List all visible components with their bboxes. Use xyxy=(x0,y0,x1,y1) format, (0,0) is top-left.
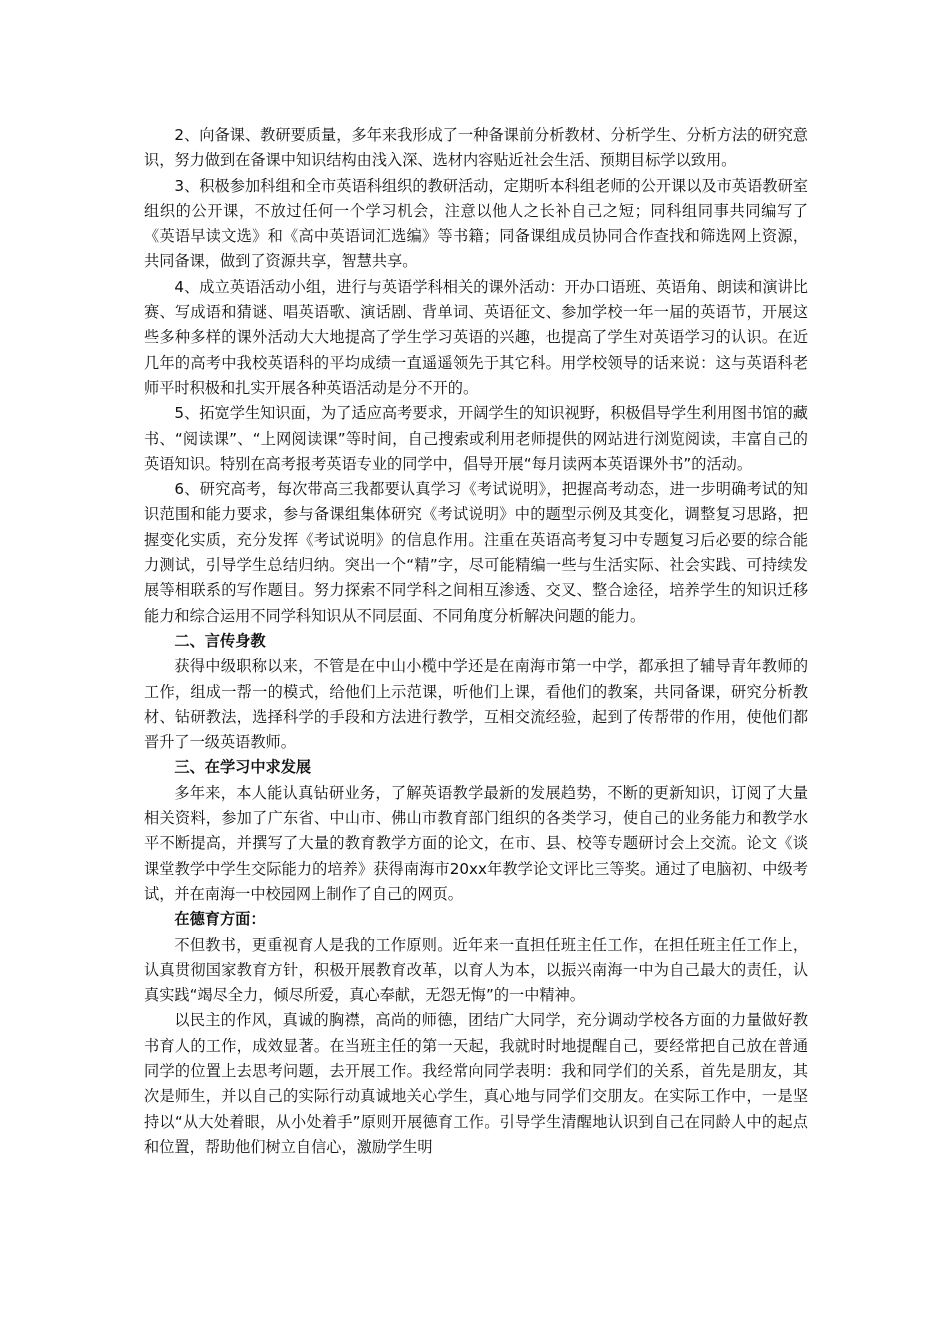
paragraph-item-2: 2、向备课、教研要质量，多年来我形成了一种备课前分析教材、分析学生、分析方法的研究意识，努力做到在备课中知识结构由浅入深、选材内容贴近社会生活、预期目标学以致用。 xyxy=(144,126,808,170)
paragraph-work-principle: 不但教书，更重视育人是我的工作原则。近年来一直担任班主任工作，在担任班主任工作上，认真贯彻国家教育方针，积极开展教育改革，以育人为本，以振兴南海一中为自己最大的责任，认真实践“竭尽全力，倾尽所爱，真心奉献，无怨无悔”的一中精神。 xyxy=(144,935,808,1005)
section-heading-learning-development: 三、在学习中求发展 xyxy=(174,758,312,777)
paragraph-mentoring: 获得中级职称以来，不管是在中山小榄中学还是在南海市第一中学，都承担了辅导青年教师的工作，组成一帮一的模式，给他们上示范课，听他们上课，看他们的教案，共同备课，研究分析教材、钻研教法，选择科学的手段和方法进行教学，互相交流经验，起到了传帮带的作用，使他们都晋升了一级英语教师。 xyxy=(144,657,808,752)
document-body xyxy=(144,123,808,1160)
paragraph-professional-growth: 多年来，本人能认真钻研业务，了解英语教学最新的发展趋势，不断的更新知识，订阅了大量相关资料，参加了广东省、中山市、佛山市教育部门组织的各类学习，使自己的业务能力和教学水平不断提高，并撰写了大量的教育教学方面的论文，在市、县、校等专题研讨会上交流。论文《谈课堂教学中学生交际能力的培养》获得南海市20xx年教学论文评比三等奖。通过了电脑初、中级考试，并在南海一中校园网上制作了自己的网页。 xyxy=(144,783,808,903)
paragraph-item-6: 6、研究高考，每次带高三我都要认真学习《考试说明》，把握高考动态，进一步明确考试的知识范围和能力要求，参与备课组集体研究《考试说明》中的题型示例及其变化，调整复习思路，把握变化实质，充分发挥《考试说明》的信息作用。注重在英语高考复习中专题复习后必要的综合能力测试，引导学生总结归纳。突出一个“精”字，尽可能精编一些与生活实际、社会实践、可持续发展等相联系的写作题目。努力探索不同学科之间相互渗透、交叉、整合途径，培养学生的知识迁移能力和综合运用不同学科知识从不同层面、不同角度分析解决问题的能力。 xyxy=(144,480,808,625)
paragraph-item-5: 5、拓宽学生知识面，为了适应高考要求，开阔学生的知识视野，积极倡导学生利用图书馆的藏书、“阅读课”、“上网阅读课”等时间，自己搜索或利用老师提供的网站进行浏览阅读，丰富自己的英语知识。特别在高考报考英语专业的同学中，倡导开展“每月读两本英语课外书”的活动。 xyxy=(144,404,808,473)
paragraph-class-management: 以民主的作风，真诚的胸襟，高尚的师德，团结广大同学，充分调动学校各方面的力量做好教书育人的工作，成效显著。在当班主任的第一天起，我就时时地提醒自己，要经常把自己放在普通同学的位置上去思考问题，去开展工作。我经常向同学表明：我和同学们的关系，首先是朋友，其次是师生，并以自己的实际行动真诚地关心学生，真心地与同学们交朋友。在实际工作中，一是坚持以“从大处着眼，从小处着手”原则开展德育工作。引导学生清醒地认识到自己在同龄人中的起点和位置，帮助他们树立自信心，激励学生明 xyxy=(144,1011,808,1156)
paragraph-item-3: 3、积极参加科组和全市英语科组织的教研活动，定期听本科组老师的公开课以及市英语教研室组织的公开课，不放过任何一个学习机会，注意以他人之长补自己之短；同科组同事共同编写了《英语早读文选》和《高中英语词汇选编》等书籍；同备课组成员协同合作查找和筛选网上资源，共同备课，做到了资源共享，智慧共享。 xyxy=(144,176,808,271)
paragraph-item-4: 4、成立英语活动小组，进行与英语学科相关的课外活动：开办口语班、英语角、朗读和演讲比赛、写成语和猜谜、唱英语歌、演话剧、背单词、英语征文、参加学校一年一届的英语节，开展这些多种多样的课外活动大大地提高了学生学习英语的兴趣，也提高了学生对英语学习的认识。在近几年的高考中我校英语科的平均成绩一直遥遥领先于其它科。用学校领导的话来说：这与英语科老师平时积极和扎实开展各种英语活动是分不开的。 xyxy=(144,277,808,397)
section-heading-teaching-by-example: 二、言传身教 xyxy=(174,631,266,650)
section-heading-moral-education: 在德育方面： xyxy=(174,910,266,929)
